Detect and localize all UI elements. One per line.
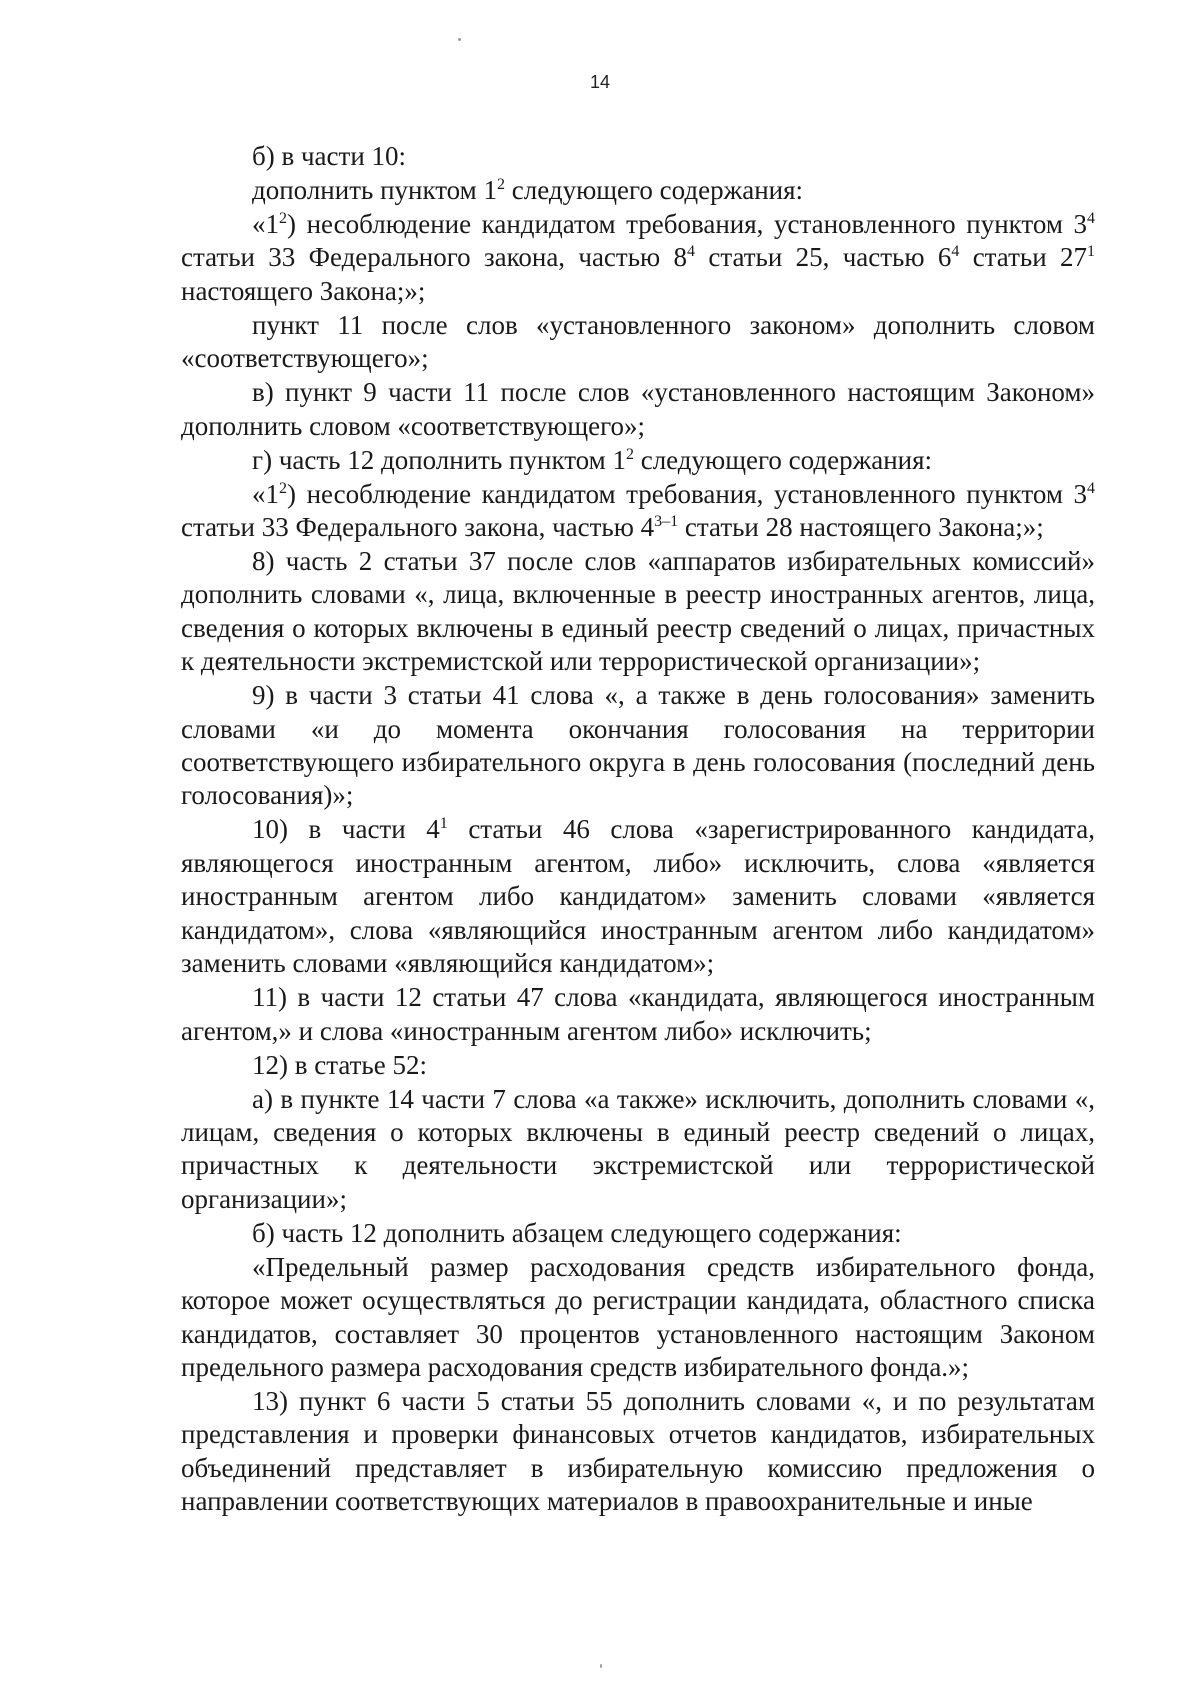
superscript: 4	[1087, 210, 1095, 227]
paragraph-text: статьи 25, частью 6	[695, 242, 952, 273]
paragraph-text: «Предельный размер расходования средств избирательного фонда, которое может осуществляться до регистрации кандидата, областного списка кандидатов, составляет 30 процентов установленного настоящим Законом предельного размера расходования средств избирательного фонда.»;	[181, 1251, 1095, 1382]
paragraph-text: «1	[252, 209, 279, 239]
paragraph-text: статьи 33 Федерального закона, частью 4	[181, 512, 655, 543]
superscript: 2	[497, 176, 505, 193]
paragraph	[181, 376, 1095, 443]
paragraph-text: статьи 28 настоящего Закона;»;	[678, 512, 1044, 543]
paragraph-text: 8) часть 2 статьи 37 после слов «аппаратов избирательных комиссий» дополнить словами «, лица, включенные в реестр иностранных агентов, лица, сведения о которых включены в единый реестр сведений о лицах, причастных к деятельности экстремистской или террористической организации»;	[181, 546, 1095, 677]
paragraph-text: ) несоблюдение кандидатом требования, установленного пунктом 3	[287, 209, 1087, 239]
paragraph-text: б) в части 10:	[252, 141, 407, 171]
paragraph	[181, 813, 1095, 980]
paragraph-text: в) пункт 9 части 11 после слов «установленного настоящим Законом» дополнить словом «соответствующего»;	[181, 377, 1095, 441]
page-number: 14	[589, 72, 611, 92]
paragraph	[181, 1083, 1095, 1217]
paragraph	[181, 309, 1095, 376]
paragraph-text: 10) в части 4	[252, 814, 440, 845]
paragraph	[181, 1217, 1095, 1250]
paragraph	[181, 478, 1095, 545]
paragraph	[181, 174, 1095, 207]
paragraph-text: «1	[252, 478, 279, 509]
paragraph-text: следующего содержания:	[505, 175, 804, 205]
superscript: 1	[439, 815, 448, 833]
document-body	[181, 140, 1095, 1519]
paragraph-text: настоящего Закона;»;	[181, 275, 426, 306]
paragraph-text: а) в пункте 14 части 7 слова «а также» исключить, дополнить словами «, лицам, сведения о которых включены в единый реестр сведений о лицах, причастных к деятельности экстремистской или террористической организации»;	[181, 1083, 1095, 1214]
paragraph	[181, 545, 1095, 679]
scan-speck	[458, 38, 461, 41]
paragraph-text: статьи 46 слова «зарегистрированного кандидата, являющегося иностранным агентом, либо» исключить, слова «является иностранным агентом либо кандидатом» заменить словами «является кандидатом», слова «являющийся иностранным агентом либо кандидатом» заменить словами «являющийся кандидатом»;	[181, 814, 1095, 979]
superscript: 4	[951, 243, 960, 261]
paragraph-text: следующего содержания:	[633, 444, 933, 475]
paragraph-text: статьи 33 Федерального закона, частью 8	[181, 242, 688, 273]
paragraph-text: 9) в части 3 статьи 41 слова «, а также в день голосования» заменить словами «и до момента окончания голосования на территории соответствующего избирательного округа в день голосования (последний день голосования)»;	[181, 680, 1095, 811]
paragraph-text: 12) в статье 52:	[252, 1049, 427, 1080]
paragraph	[181, 981, 1095, 1048]
superscript: 2	[625, 445, 634, 463]
paragraph-text: пункт 11 после слов «установленного законом» дополнить словом «соответствующего»;	[181, 309, 1095, 374]
superscript: 2	[279, 479, 287, 497]
scan-speck	[600, 1664, 602, 1668]
paragraph-text: г) часть 12 дополнить пунктом 1	[252, 444, 626, 475]
superscript: 1	[1086, 243, 1095, 261]
paragraph-text: статьи 27	[959, 242, 1087, 273]
paragraph-text: дополнить пунктом 1	[252, 175, 497, 205]
paragraph	[181, 1049, 1095, 1082]
paragraph	[181, 1385, 1095, 1519]
paragraph-text: 11) в части 12 статьи 47 слова «кандидата, являющегося иностранным агентом,» и слова «иностранным агентом либо» исключить;	[181, 982, 1095, 1046]
paragraph-text: б) часть 12 дополнить абзацем следующего содержания:	[252, 1217, 902, 1248]
superscript: 3–1	[654, 513, 679, 531]
paragraph	[181, 140, 1095, 173]
paragraph-text: 13) пункт 6 части 5 статьи 55 дополнить словами «, и по результатам представления и проверки финансовых отчетов кандидатов, избирательных объединений представляет в избирательную комиссию предложения о направлении соответствующих материалов в правоохранительные и иные	[181, 1385, 1095, 1517]
paragraph-text: ) несоблюдение кандидатом требования, установленного пунктом 3	[287, 478, 1087, 509]
superscript: 4	[1087, 479, 1095, 497]
paragraph	[181, 679, 1095, 813]
paragraph	[181, 444, 1095, 477]
paragraph	[181, 208, 1095, 308]
superscript: 4	[687, 243, 696, 261]
superscript: 2	[279, 210, 287, 227]
paragraph	[181, 1251, 1095, 1385]
